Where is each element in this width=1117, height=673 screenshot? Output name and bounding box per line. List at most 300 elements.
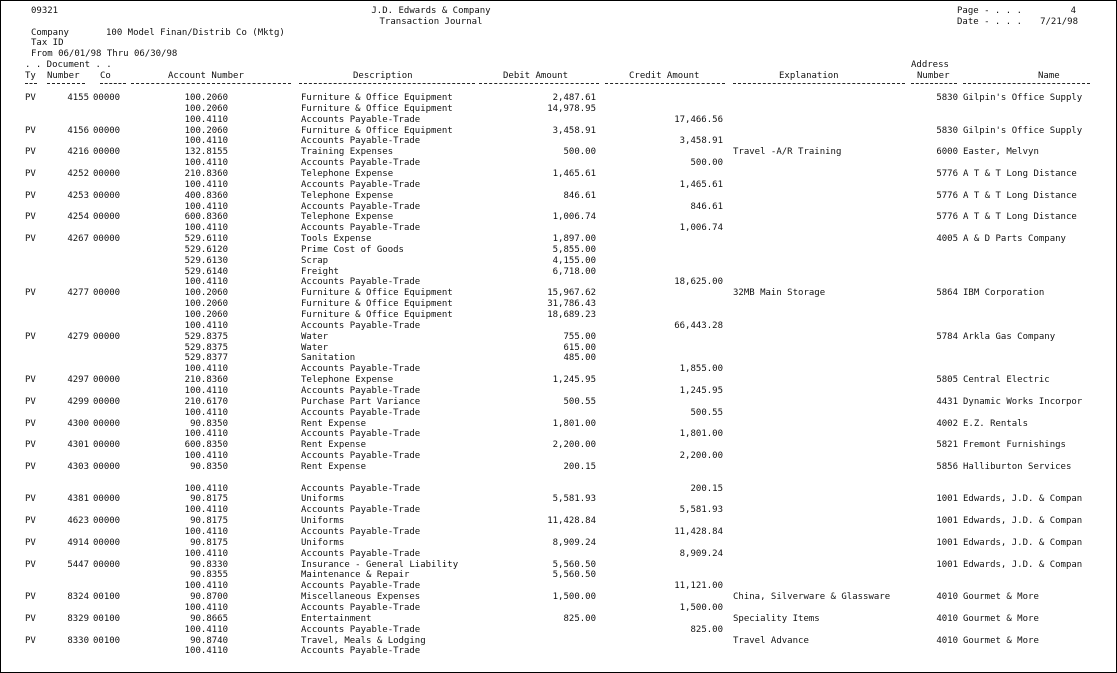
journal-row (1, 429, 1116, 440)
account-number: 90.8350 (190, 461, 228, 472)
doc-number: 4914 (67, 537, 89, 548)
journal-row (1, 115, 1116, 126)
account-number: 100.4110 (184, 451, 228, 462)
account-description: Accounts Payable-Trade (301, 136, 421, 147)
credit-amount: 11,428.84 (674, 527, 723, 537)
address-number: 5776 (936, 212, 958, 223)
credit-amount: 8,909.24 (679, 548, 723, 559)
credit-amount: 1,855.00 (679, 364, 723, 375)
journal-row (1, 375, 1116, 386)
account-description: Rent Expense (301, 461, 367, 472)
address-number: 5830 (936, 93, 958, 103)
doc-type: PV (25, 396, 36, 407)
debit-amount: 31,786.43 (547, 299, 596, 310)
underline-co (100, 83, 126, 84)
payee-name: Gilpin's Office Supply (963, 93, 1083, 103)
doc-number: 4254 (67, 212, 89, 223)
account-number: 100.4110 (184, 429, 228, 440)
doc-type: PV (25, 516, 36, 527)
credit-amount: 500.55 (690, 407, 723, 418)
account-description: Uniforms (301, 516, 345, 527)
underline-address (911, 83, 957, 84)
payee-name: Gourmet & More (963, 613, 1039, 624)
col-ty: Ty (25, 71, 36, 81)
address-number: 4010 (936, 635, 958, 646)
account-description: Accounts Payable-Trade (301, 527, 421, 537)
underline-number (47, 83, 85, 84)
account-number: 100.4110 (184, 320, 228, 331)
debit-amount: 615.00 (563, 342, 596, 353)
company-code: 00100 (93, 635, 121, 646)
credit-amount: 11,121.00 (674, 581, 723, 592)
date-label: Date - . . . (957, 17, 1023, 27)
journal-row (1, 636, 1116, 647)
doc-number: 4300 (67, 418, 89, 429)
address-number: 5776 (936, 190, 958, 201)
account-number: 400.8360 (184, 190, 228, 201)
journal-row (1, 147, 1116, 158)
account-number: 529.6110 (184, 234, 228, 245)
account-number: 210.6170 (184, 396, 228, 407)
address-number: 5784 (936, 331, 958, 342)
payee-name: Edwards, J.D. & Compan (963, 516, 1083, 527)
journal-row (1, 321, 1116, 332)
account-number: 90.8740 (190, 635, 228, 646)
account-description: Accounts Payable-Trade (301, 483, 421, 494)
account-description: Telephone Expense (301, 212, 394, 223)
account-description: Accounts Payable-Trade (301, 179, 421, 190)
explanation: Travel Advance (733, 635, 809, 646)
debit-amount: 4,155.00 (552, 255, 596, 266)
company-code: 00000 (93, 212, 121, 223)
doc-type: PV (25, 592, 36, 603)
account-description: Accounts Payable-Trade (301, 581, 421, 592)
account-description: Furniture & Office Equipment (301, 93, 453, 103)
account-number: 100.4110 (184, 158, 228, 169)
doc-number: 4623 (67, 516, 89, 527)
journal-row (1, 516, 1116, 527)
address-number: 4431 (936, 396, 958, 407)
company-code: 00000 (93, 440, 121, 451)
debit-amount: 1,465.61 (552, 168, 596, 179)
company-code: 00000 (93, 494, 121, 505)
company-code: 00000 (93, 418, 121, 429)
account-number: 100.2060 (184, 103, 228, 114)
payee-name: A T & T Long Distance (963, 168, 1077, 179)
debit-amount: 8,909.24 (552, 537, 596, 548)
account-number: 100.4110 (184, 277, 228, 288)
doc-type: PV (25, 125, 36, 136)
account-description: Accounts Payable-Trade (301, 624, 421, 635)
journal-row (1, 625, 1116, 636)
debit-amount: 755.00 (563, 331, 596, 342)
account-number: 210.8360 (184, 375, 228, 386)
journal-row (1, 451, 1116, 462)
account-number: 100.4110 (184, 385, 228, 396)
journal-row (1, 581, 1116, 592)
journal-row (1, 386, 1116, 397)
account-number: 132.8155 (184, 147, 228, 158)
doc-type: PV (25, 147, 36, 158)
payee-name: Central Electric (963, 375, 1050, 386)
journal-row (1, 603, 1116, 614)
address-number: 1001 (936, 559, 958, 570)
journal-row (1, 234, 1116, 245)
account-description: Accounts Payable-Trade (301, 158, 421, 169)
journal-row (1, 277, 1116, 288)
account-description: Accounts Payable-Trade (301, 320, 421, 331)
tax-id-label: Tax ID (31, 38, 64, 48)
col-name: Name (1038, 71, 1060, 81)
payee-name: Gourmet & More (963, 635, 1039, 646)
report-id: 09321 (31, 6, 59, 16)
debit-amount: 200.15 (563, 461, 596, 472)
journal-row (1, 570, 1116, 581)
address-number: 4010 (936, 592, 958, 603)
doc-type: PV (25, 461, 36, 472)
account-description: Telephone Expense (301, 375, 394, 386)
journal-row (1, 310, 1116, 321)
doc-number: 4277 (67, 288, 89, 299)
underline-ty (25, 83, 37, 84)
address-number: 6000 (936, 147, 958, 158)
debit-amount: 846.61 (563, 190, 596, 201)
underline-description (299, 83, 475, 84)
address-number: 4002 (936, 418, 958, 429)
company-code: 00000 (93, 559, 121, 570)
debit-amount: 14,978.95 (547, 103, 596, 114)
doc-type: PV (25, 168, 36, 179)
company-code: 00000 (93, 375, 121, 386)
account-number: 100.4110 (184, 602, 228, 613)
payee-name: IBM Corporation (963, 288, 1045, 299)
doc-number: 4216 (67, 147, 89, 158)
report-date: 7/21/98 (1040, 17, 1078, 27)
document-group-heading: . . Document . . (25, 60, 112, 70)
journal-row (1, 353, 1116, 364)
company-code: 00000 (93, 93, 121, 103)
debit-amount: 500.00 (563, 147, 596, 158)
account-description: Rent Expense (301, 440, 367, 451)
journal-row (1, 212, 1116, 223)
account-description: Accounts Payable-Trade (301, 429, 421, 440)
account-description: Water (301, 342, 329, 353)
account-description: Prime Cost of Goods (301, 244, 404, 255)
journal-row (1, 126, 1116, 137)
company-code: 00000 (93, 331, 121, 342)
company-value: 100 Model Finan/Distrib Co (Mktg) (106, 28, 285, 38)
account-description: Accounts Payable-Trade (301, 201, 421, 212)
credit-amount: 825.00 (690, 624, 723, 635)
explanation: 32MB Main Storage (733, 288, 826, 299)
payee-name: Edwards, J.D. & Compan (963, 537, 1083, 548)
account-description: Accounts Payable-Trade (301, 451, 421, 462)
doc-number: 8324 (67, 592, 89, 603)
explanation: Speciality Items (733, 613, 820, 624)
account-description: Travel, Meals & Lodging (301, 635, 426, 646)
explanation: Travel -A/R Training (733, 147, 842, 158)
company-label: Company (31, 28, 69, 38)
account-number: 100.4110 (184, 646, 228, 657)
col-account-number: Account Number (168, 71, 244, 81)
company-code: 00000 (93, 125, 121, 136)
account-number: 100.4110 (184, 201, 228, 212)
debit-amount: 15,967.62 (547, 288, 596, 299)
doc-number: 8330 (67, 635, 89, 646)
company-code: 00000 (93, 147, 121, 158)
underline-account (131, 83, 291, 84)
underline-name (963, 83, 1090, 84)
credit-amount: 1,245.95 (679, 385, 723, 396)
account-number: 100.4110 (184, 581, 228, 592)
debit-amount: 485.00 (563, 353, 596, 364)
doc-number: 4297 (67, 375, 89, 386)
address-number: 5821 (936, 440, 958, 451)
account-number: 529.6140 (184, 266, 228, 277)
doc-number: 4301 (67, 440, 89, 451)
account-description: Scrap (301, 255, 329, 266)
payee-name: Gilpin's Office Supply (963, 125, 1083, 136)
company-code: 00100 (93, 592, 121, 603)
debit-amount: 3,458.91 (552, 125, 596, 136)
account-description: Insurance - General Liability (301, 559, 459, 570)
debit-amount: 2,487.61 (552, 93, 596, 103)
doc-type: PV (25, 613, 36, 624)
account-description: Furniture & Office Equipment (301, 103, 453, 114)
company-code: 00000 (93, 516, 121, 527)
underline-debit (479, 83, 599, 84)
col-explanation: Explanation (779, 71, 839, 81)
journal-row (1, 408, 1116, 419)
doc-number: 4252 (67, 168, 89, 179)
account-number: 529.8375 (184, 331, 228, 342)
account-description: Uniforms (301, 537, 345, 548)
account-number: 529.8375 (184, 342, 228, 353)
address-number: 1001 (936, 494, 958, 505)
debit-amount: 11,428.84 (547, 516, 596, 527)
debit-amount: 5,855.00 (552, 244, 596, 255)
address-number: 1001 (936, 516, 958, 527)
journal-row (1, 549, 1116, 560)
account-number: 90.8700 (190, 592, 228, 603)
credit-amount: 3,458.91 (679, 136, 723, 147)
payee-name: A T & T Long Distance (963, 190, 1077, 201)
doc-number: 4381 (67, 494, 89, 505)
account-description: Furniture & Office Equipment (301, 299, 453, 310)
journal-row (1, 484, 1116, 495)
credit-amount: 5,581.93 (679, 505, 723, 516)
journal-row (1, 256, 1116, 267)
journal-row (1, 191, 1116, 202)
account-number: 529.8377 (184, 353, 228, 364)
account-description: Miscellaneous Expenses (301, 592, 421, 603)
doc-type: PV (25, 440, 36, 451)
account-description: Accounts Payable-Trade (301, 602, 421, 613)
company-code: 00000 (93, 537, 121, 548)
account-description: Telephone Expense (301, 168, 394, 179)
journal-row (1, 397, 1116, 408)
address-number: 5856 (936, 461, 958, 472)
account-number: 100.4110 (184, 505, 228, 516)
explanation: China, Silverware & Glassware (733, 592, 891, 603)
doc-number: 5447 (67, 559, 89, 570)
payee-name: A & D Parts Company (963, 234, 1066, 245)
credit-amount: 2,200.00 (679, 451, 723, 462)
journal-row (1, 494, 1116, 505)
account-number: 529.6120 (184, 244, 228, 255)
account-number: 100.4110 (184, 407, 228, 418)
payee-name: Edwards, J.D. & Compan (963, 559, 1083, 570)
col-credit-amount: Credit Amount (629, 71, 700, 81)
account-number: 90.8330 (190, 559, 228, 570)
doc-type: PV (25, 494, 36, 505)
debit-amount: 1,500.00 (552, 592, 596, 603)
underline-credit (605, 83, 725, 84)
account-number: 90.8350 (190, 418, 228, 429)
journal-row (1, 104, 1116, 115)
debit-amount: 5,560.50 (552, 570, 596, 581)
doc-type: PV (25, 331, 36, 342)
account-description: Furniture & Office Equipment (301, 125, 453, 136)
journal-row (1, 299, 1116, 310)
journal-row (1, 158, 1116, 169)
debit-amount: 6,718.00 (552, 266, 596, 277)
journal-row (1, 614, 1116, 625)
debit-amount: 1,801.00 (552, 418, 596, 429)
credit-amount: 18,625.00 (674, 277, 723, 288)
journal-row (1, 364, 1116, 375)
journal-row (1, 505, 1116, 516)
account-number: 100.4110 (184, 114, 228, 125)
account-description: Maintenance & Repair (301, 570, 410, 581)
account-number: 100.4110 (184, 179, 228, 190)
address-number: 5864 (936, 288, 958, 299)
journal-row (1, 560, 1116, 571)
journal-row (1, 136, 1116, 147)
doc-number: 4156 (67, 125, 89, 136)
credit-amount: 1,801.00 (679, 429, 723, 440)
account-description: Uniforms (301, 494, 345, 505)
account-description: Water (301, 331, 329, 342)
journal-row (1, 462, 1116, 473)
account-description: Telephone Expense (301, 190, 394, 201)
debit-amount: 5,581.93 (552, 494, 596, 505)
debit-amount: 500.55 (563, 396, 596, 407)
col-number: Number (47, 71, 80, 81)
address-number: 4005 (936, 234, 958, 245)
account-number: 90.8175 (190, 494, 228, 505)
journal-row (1, 419, 1116, 430)
col-description: Description (353, 71, 413, 81)
company-code: 00000 (93, 288, 121, 299)
doc-number: 4267 (67, 234, 89, 245)
company-title: J.D. Edwards & Company (371, 6, 491, 16)
payee-name: A T & T Long Distance (963, 212, 1077, 223)
account-number: 529.6130 (184, 255, 228, 266)
address-number: 5805 (936, 375, 958, 386)
doc-number: 4303 (67, 461, 89, 472)
account-description: Accounts Payable-Trade (301, 385, 421, 396)
address-number: 5830 (936, 125, 958, 136)
account-number: 100.2060 (184, 299, 228, 310)
account-number: 600.8350 (184, 440, 228, 451)
report-title: Transaction Journal (379, 17, 483, 27)
journal-row (1, 343, 1116, 354)
payee-name: Fremont Furnishings (963, 440, 1066, 451)
account-number: 100.4110 (184, 548, 228, 559)
debit-amount: 5,560.50 (552, 559, 596, 570)
account-description: Accounts Payable-Trade (301, 223, 421, 234)
account-description: Furniture & Office Equipment (301, 288, 453, 299)
payee-name: Halliburton Services (963, 461, 1072, 472)
company-code: 00100 (93, 613, 121, 624)
credit-amount: 500.00 (690, 158, 723, 169)
account-number: 100.4110 (184, 364, 228, 375)
account-number: 100.4110 (184, 483, 228, 494)
company-code: 00000 (93, 396, 121, 407)
journal-row (1, 169, 1116, 180)
doc-type: PV (25, 635, 36, 646)
account-number: 100.2060 (184, 310, 228, 320)
doc-type: PV (25, 375, 36, 386)
credit-amount: 1,465.61 (679, 179, 723, 190)
account-description: Rent Expense (301, 418, 367, 429)
payee-name: E.Z. Rentals (963, 418, 1029, 429)
account-description: Furniture & Office Equipment (301, 310, 453, 320)
address-heading-bottom: Number (917, 71, 950, 81)
journal-row (1, 288, 1116, 299)
doc-type: PV (25, 234, 36, 245)
journal-row (1, 440, 1116, 451)
debit-amount: 1,897.00 (552, 234, 596, 245)
journal-row (1, 267, 1116, 278)
account-description: Accounts Payable-Trade (301, 646, 421, 657)
account-number: 90.8175 (190, 516, 228, 527)
credit-amount: 1,500.00 (679, 602, 723, 613)
col-co: Co (100, 71, 111, 81)
account-number: 90.8355 (190, 570, 228, 581)
account-number: 210.8360 (184, 168, 228, 179)
account-description: Purchase Part Variance (301, 396, 421, 407)
account-number: 100.2060 (184, 288, 228, 299)
doc-number: 4279 (67, 331, 89, 342)
account-description: Accounts Payable-Trade (301, 505, 421, 516)
doc-number: 8329 (67, 613, 89, 624)
journal-row (1, 473, 1116, 484)
journal-row (1, 538, 1116, 549)
credit-amount: 17,466.56 (674, 114, 723, 125)
debit-amount: 825.00 (563, 613, 596, 624)
account-description: Tools Expense (301, 234, 372, 245)
account-number: 90.8665 (190, 613, 228, 624)
page-number: 4 (1070, 6, 1076, 16)
payee-name: Edwards, J.D. & Compan (963, 494, 1083, 505)
journal-row (1, 223, 1116, 234)
account-description: Freight (301, 266, 339, 277)
doc-type: PV (25, 418, 36, 429)
account-number: 100.2060 (184, 125, 228, 136)
journal-row (1, 202, 1116, 213)
account-description: Sanitation (301, 353, 356, 364)
debit-amount: 2,200.00 (552, 440, 596, 451)
account-number: 100.4110 (184, 527, 228, 537)
credit-amount: 1,006.74 (679, 223, 723, 234)
credit-amount: 200.15 (690, 483, 723, 494)
doc-type: PV (25, 559, 36, 570)
doc-number: 4299 (67, 396, 89, 407)
account-description: Training Expenses (301, 147, 394, 158)
journal-row (1, 646, 1116, 657)
